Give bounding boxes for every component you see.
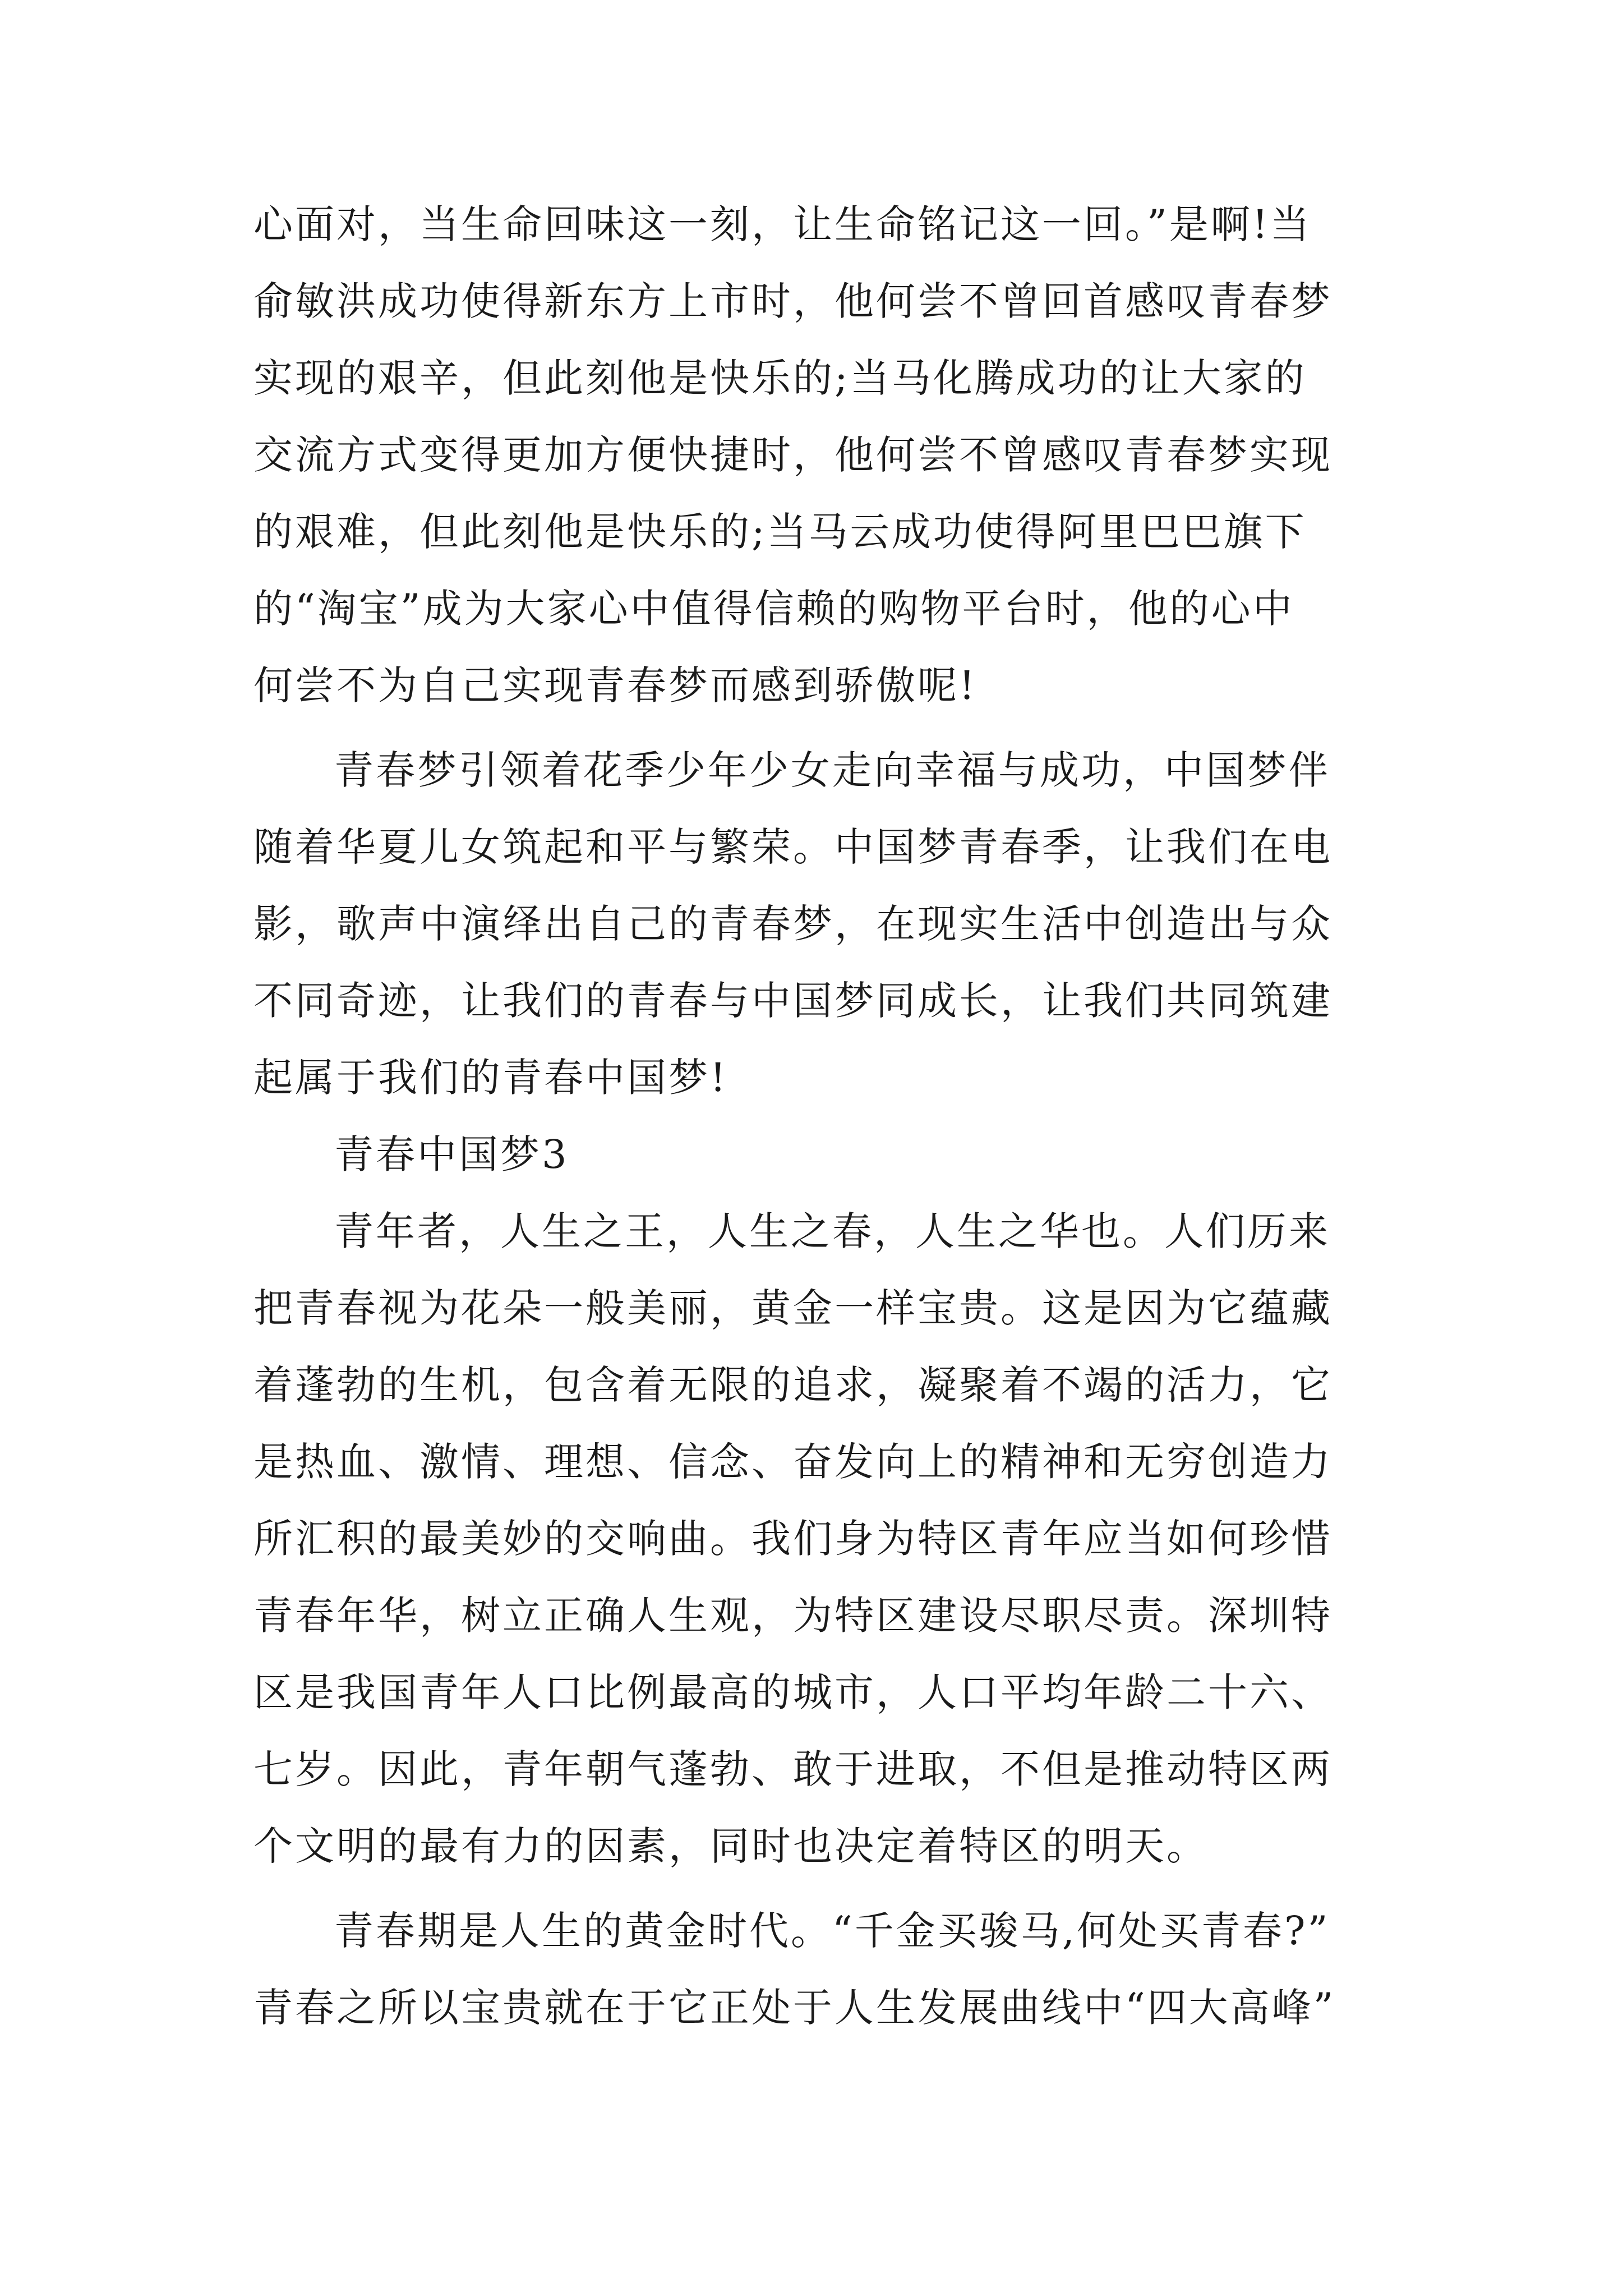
text-line: 交流方式变得更加方便快捷时，他何尝不曾感叹青春梦实现 — [253, 432, 1332, 478]
paragraph-start-line: 青春期是人生的黄金时代。“千金买骏马,何处买青春?” — [334, 1908, 1330, 1954]
text-line: 影，歌声中演绎出自己的青春梦，在现实生活中创造出与众 — [253, 901, 1332, 947]
body-text — [253, 186, 1370, 2046]
text-line: 是热血、激情、理想、信念、奋发向上的精神和无穷创造力 — [253, 1439, 1332, 1485]
text-line: 青春之所以宝贵就在于它正处于人生发展曲线中“四大高峰” — [253, 1985, 1336, 2031]
paragraph-start-line: 青年者，人生之王，人生之春，人生之华也。人们历来 — [334, 1208, 1330, 1254]
text-line: 着蓬勃的生机，包含着无限的追求，凝聚着不竭的活力，它 — [253, 1362, 1332, 1408]
text-line: 个文明的最有力的因素，同时也决定着特区的明天。 — [253, 1823, 1208, 1869]
paragraph-start-line: 青春梦引领着花季少年少女走向幸福与成功，中国梦伴 — [334, 747, 1330, 793]
text-line: 起属于我们的青春中国梦! — [253, 1055, 728, 1101]
text-line: 不同奇迹，让我们的青春与中国梦同成长，让我们共同筑建 — [253, 978, 1332, 1024]
text-line: 把青春视为花朵一般美丽，黄金一样宝贵。这是因为它蕴藏 — [253, 1285, 1332, 1331]
text-line: 区是我国青年人口比例最高的城市，人口平均年龄二十六、 — [253, 1669, 1332, 1715]
text-line: 所汇积的最美妙的交响曲。我们身为特区青年应当如何珍惜 — [253, 1516, 1332, 1562]
text-line: 实现的艰辛，但此刻他是快乐的;当马化腾成功的让大家的 — [253, 355, 1307, 401]
section-heading: 青春中国梦3 — [334, 1131, 569, 1177]
text-line: 俞敏洪成功使得新东方上市时，他何尝不曾回首感叹青春梦 — [253, 278, 1332, 324]
text-line: 青春年华，树立正确人生观，为特区建设尽职尽责。深圳特 — [253, 1593, 1332, 1639]
text-line: 的“淘宝”成为大家心中值得信赖的购物平台时，他的心中 — [253, 586, 1294, 632]
text-line: 七岁。因此，青年朝气蓬勃、敢于进取，不但是推动特区两 — [253, 1746, 1332, 1792]
text-line: 何尝不为自己实现青春梦而感到骄傲呢! — [253, 662, 978, 708]
text-line: 的艰难，但此刻他是快乐的;当马云成功使得阿里巴巴旗下 — [253, 509, 1307, 555]
text-line: 随着华夏儿女筑起和平与繁荣。中国梦青春季，让我们在电 — [253, 824, 1332, 870]
text-line: 心面对，当生命回味这一刻，让生命铭记这一回。”是啊!当 — [253, 201, 1312, 247]
